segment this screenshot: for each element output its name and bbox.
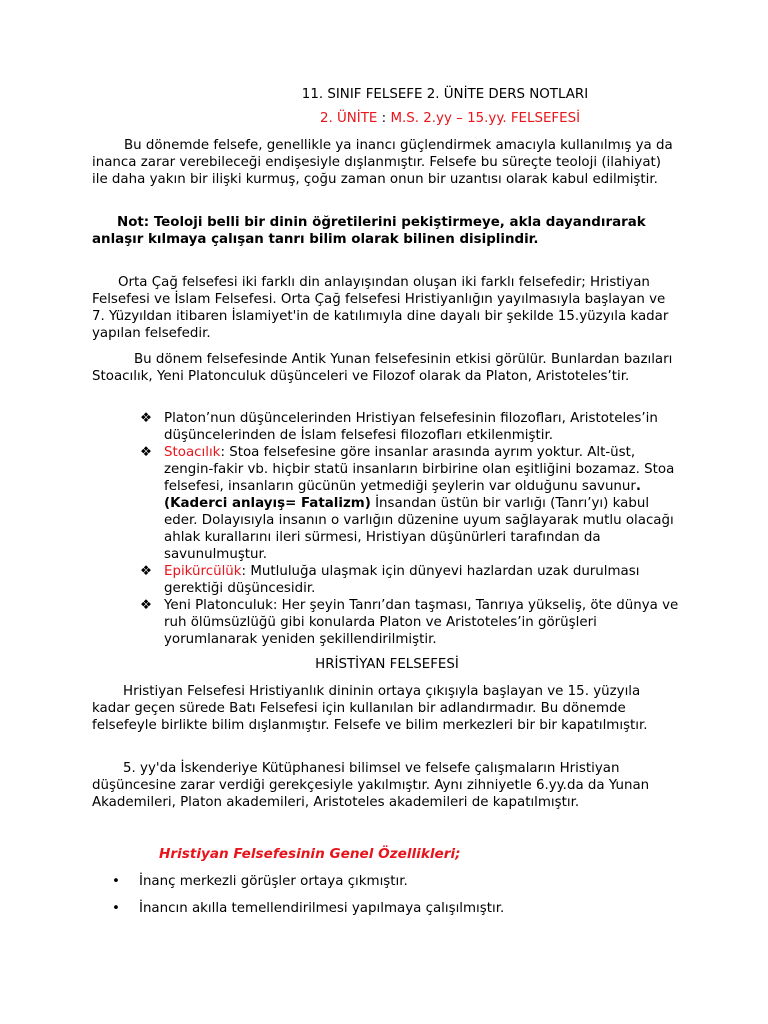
features-list: [112, 873, 672, 917]
list-item: [140, 597, 685, 648]
document-title: 11. SINIF FELSEFE 2. ÜNİTE DERS NOTLARI: [301, 87, 589, 102]
epicureanism-text: : Mutluluğa ulaşmak için dünyevi hazlardan uzak durulması gerektiği düşüncesidir.: [164, 564, 640, 596]
influences-list: [140, 410, 685, 648]
list-item: [140, 563, 685, 597]
neoplatonism-text: Yeni Platonculuk: Her şeyin Tanrı’dan taşması, Tanrıya yükseliş, öte dünya ve ruh ölümsüzlüğü gibi konularda Platon ve Aristoteles’in görüşleri yorumlanarak yeniden şekillendirilmiştir.: [164, 598, 679, 647]
bullet-icon: •: [112, 874, 120, 889]
diamond-bullet-icon: ❖: [140, 564, 153, 579]
feature-text: İnancın akılla temellendirilmesi yapılmaya çalışılmıştır.: [139, 901, 505, 916]
diamond-bullet-icon: ❖: [140, 445, 153, 460]
diamond-bullet-icon: ❖: [140, 598, 153, 613]
features-heading: Hristiyan Felsefesinin Genel Özellikleri;: [159, 846, 461, 862]
unit-heading: [0, 110, 768, 127]
unit-range: M.S. 2.yy – 15.yy. FELSEFESİ: [390, 111, 581, 126]
section-title: HRİSTİYAN FELSEFESİ: [315, 657, 459, 672]
epicureanism-term: Epikürcülük: [164, 564, 242, 579]
list-item: [112, 873, 672, 890]
christian-philosophy-paragraph: Hristiyan Felsefesi Hristiyanlık dininin ortaya çıkışıyla başlayan ve 15. yüzyıla kadar geçen sürede Batı Felsefesi için kullanılan bir adlandırmadır. Bu dönemde felsefeyle birlikte bilim dışlanmıştır. Felsefe ve bilim merkezleri bir bir kapatılmıştır.: [92, 684, 648, 734]
unit-separator: :: [377, 111, 391, 126]
theology-note: Not: Teoloji belli bir dinin öğretilerini pekiştirmeye, akla dayandırarak anlaşır kılmaya çalışan tanrı bilim olarak bilinen disiplindir.: [92, 215, 646, 248]
middle-ages-paragraph: Orta Çağ felsefesi iki farklı din anlayışından oluşan iki farklı felsefedir; Hristiyan Felsefesi ve İslam Felsefesi. Orta Çağ felsefesi Hristiyanlığın yayılmasıyla başlayan ve 7. Yüzyıldan itibaren İslamiyet'in de katılımıyla dine dayalı bir şekilde 15.yüzyıla kadar yapılan felsefedir.: [92, 275, 669, 342]
intro-paragraph: Bu dönemde felsefe, genellikle ya inancı güçlendirmek amacıyla kullanılmış ya da inanca zarar verebileceği endişesiyle dışlanmıştır. Felsefe bu süreçte teoloji (ilahiyat) ile daha yakın bir ilişki kurmuş, çoğu zaman onun bir uzantısı olarak kabul edilmiştir.: [92, 138, 673, 188]
stoicism-term: Stoacılık: [164, 445, 221, 460]
alexandria-library-paragraph: 5. yy'da İskenderiye Kütüphanesi bilimsel ve felsefe çalışmaların Hristiyan düşüncesine zarar verdiği gerekçesiyle yakılmıştır. Aynı zihniyetle 6.yy.da da Yunan Akademileri, Platon akademileri, Aristoteles akademileri de kapatılmıştır.: [92, 761, 650, 811]
platon-aristoteles-text: Platon’nun düşüncelerinden Hristiyan felsefesinin filozofları, Aristoteles’in düşüncelerinden de İslam felsefesi filozofları etkilenmiştir.: [164, 411, 658, 443]
stoicism-text: : Stoa felsefesine göre insanlar arasında ayrım yoktur. Alt-üst, zengin-fakir vb. hiçbir statü insanların birbirine olan eşitliğini bozamaz. Stoa felsefesi, insanların gücünün yetmediği şeylerin var olduğunu savunur: [164, 445, 675, 494]
list-item: [140, 410, 685, 444]
diamond-bullet-icon: ❖: [140, 411, 153, 426]
feature-text: İnanç merkezli görüşler ortaya çıkmıştır.: [139, 874, 408, 889]
stoicism-text-continued: İnsandan üstün bir varlığı (Tanrı’yı) kabul eder. Dolayısıyla insanın o varlığın düzenine uyum sağlayarak mutlu olacağı ahlak kurallarını ileri sürmesi, Hristiyan düşünürleri tarafından da savunulmuştur.: [164, 496, 674, 562]
unit-label: 2. ÜNİTE: [319, 111, 378, 126]
bullet-icon: •: [112, 901, 120, 916]
ancient-greek-paragraph: Bu dönem felsefesinde Antik Yunan felsefesinin etkisi görülür. Bunlardan bazıları Stoacılık, Yeni Platonculuk düşünceleri ve Filozof olarak da Platon, Aristoteles’tir.: [92, 352, 673, 385]
fatalism-note: . (Kaderci anlayış= Fatalizm): [164, 479, 642, 511]
list-item: [112, 900, 672, 917]
list-item: [140, 444, 685, 563]
